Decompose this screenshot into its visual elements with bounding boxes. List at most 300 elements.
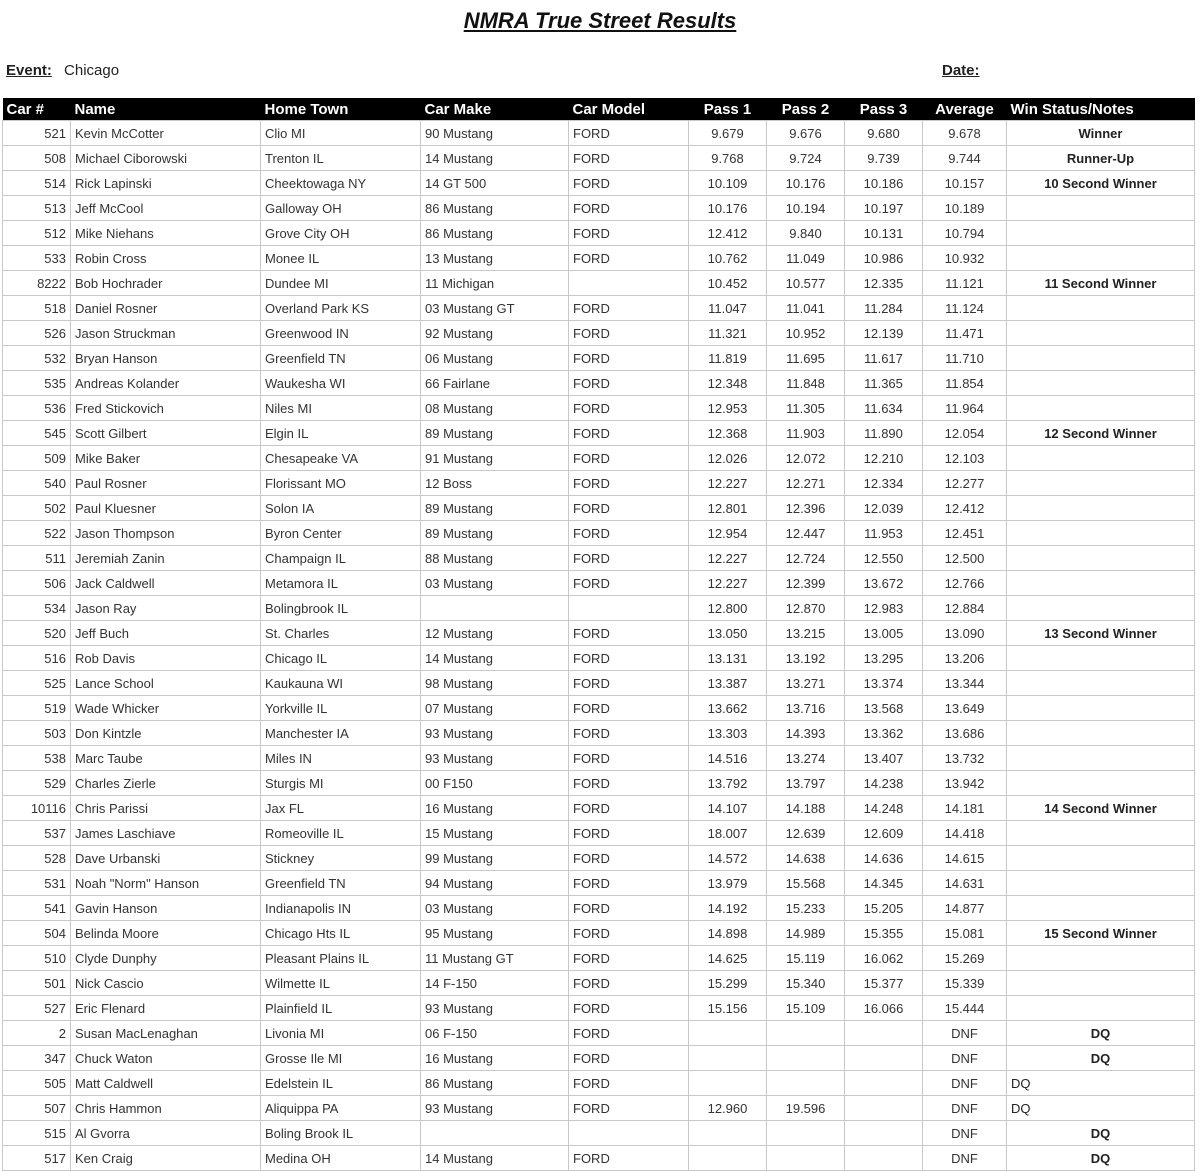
cell-pass-1: 13.792 [689, 771, 767, 796]
table-row [3, 546, 1195, 571]
cell-car-number: 518 [3, 296, 71, 321]
cell-driver-name: Kevin McCotter [71, 121, 261, 146]
cell-car-model: FORD [569, 946, 689, 971]
cell-driver-name: Mike Niehans [71, 221, 261, 246]
cell-car-model [569, 596, 689, 621]
cell-home-town: Solon IA [261, 496, 421, 521]
cell-pass-3: 13.005 [845, 621, 923, 646]
cell-home-town: Niles MI [261, 396, 421, 421]
cell-car-model: FORD [569, 796, 689, 821]
cell-average: 13.649 [923, 696, 1007, 721]
cell-car-make: 90 Mustang [421, 121, 569, 146]
cell-pass-2: 12.639 [767, 821, 845, 846]
table-row [3, 296, 1195, 321]
cell-pass-2: 15.119 [767, 946, 845, 971]
cell-pass-2 [767, 1121, 845, 1146]
table-row [3, 1121, 1195, 1146]
cell-car-number: 528 [3, 846, 71, 871]
cell-win-status: 12 Second Winner [1007, 421, 1195, 446]
cell-pass-1: 12.953 [689, 396, 767, 421]
cell-car-make: 93 Mustang [421, 746, 569, 771]
cell-car-make: 86 Mustang [421, 221, 569, 246]
cell-pass-2: 12.072 [767, 446, 845, 471]
cell-car-make: 95 Mustang [421, 921, 569, 946]
cell-car-model: FORD [569, 171, 689, 196]
cell-average: 15.081 [923, 921, 1007, 946]
cell-win-status [1007, 596, 1195, 621]
cell-driver-name: Nick Cascio [71, 971, 261, 996]
event-value: Chicago [64, 62, 120, 79]
cell-pass-3: 14.636 [845, 846, 923, 871]
cell-home-town: Medina OH [261, 1146, 421, 1171]
cell-driver-name: Dave Urbanski [71, 846, 261, 871]
cell-average: 15.339 [923, 971, 1007, 996]
cell-home-town: Sturgis MI [261, 771, 421, 796]
cell-pass-2: 11.903 [767, 421, 845, 446]
table-row [3, 1096, 1195, 1121]
cell-car-number: 522 [3, 521, 71, 546]
cell-car-model: FORD [569, 1071, 689, 1096]
cell-pass-3 [845, 1121, 923, 1146]
cell-home-town: Indianapolis IN [261, 896, 421, 921]
table-row [3, 521, 1195, 546]
cell-driver-name: Fred Stickovich [71, 396, 261, 421]
cell-win-status [1007, 346, 1195, 371]
cell-home-town: St. Charles [261, 621, 421, 646]
cell-average: 12.766 [923, 571, 1007, 596]
col-header-car-model: Car Model [569, 98, 689, 121]
cell-driver-name: Clyde Dunphy [71, 946, 261, 971]
cell-car-number: 540 [3, 471, 71, 496]
cell-pass-1 [689, 1146, 767, 1171]
cell-car-number: 532 [3, 346, 71, 371]
cell-car-make: 94 Mustang [421, 871, 569, 896]
cell-driver-name: Jeff Buch [71, 621, 261, 646]
header-row [3, 98, 1195, 121]
cell-driver-name: Matt Caldwell [71, 1071, 261, 1096]
cell-pass-3: 16.066 [845, 996, 923, 1021]
cell-car-make: 86 Mustang [421, 196, 569, 221]
cell-win-status [1007, 896, 1195, 921]
cell-car-number: 534 [3, 596, 71, 621]
cell-home-town: Monee IL [261, 246, 421, 271]
cell-car-make: 89 Mustang [421, 521, 569, 546]
cell-car-number: 510 [3, 946, 71, 971]
cell-average: 14.181 [923, 796, 1007, 821]
cell-pass-3: 12.139 [845, 321, 923, 346]
col-header-pass-2: Pass 2 [767, 98, 845, 121]
cell-driver-name: James Laschiave [71, 821, 261, 846]
cell-pass-1: 13.303 [689, 721, 767, 746]
cell-car-model: FORD [569, 321, 689, 346]
cell-driver-name: Jason Ray [71, 596, 261, 621]
cell-pass-1: 11.047 [689, 296, 767, 321]
cell-average: 9.744 [923, 146, 1007, 171]
cell-win-status [1007, 196, 1195, 221]
cell-home-town: Dundee MI [261, 271, 421, 296]
cell-home-town: Aliquippa PA [261, 1096, 421, 1121]
table-row [3, 971, 1195, 996]
cell-pass-1: 14.516 [689, 746, 767, 771]
cell-car-number: 511 [3, 546, 71, 571]
cell-win-status: DQ [1007, 1096, 1195, 1121]
cell-home-town: Jax FL [261, 796, 421, 821]
cell-car-number: 538 [3, 746, 71, 771]
cell-home-town: Chicago IL [261, 646, 421, 671]
cell-win-status [1007, 371, 1195, 396]
cell-average: 15.444 [923, 996, 1007, 1021]
cell-car-make: 12 Mustang [421, 621, 569, 646]
cell-pass-2: 13.274 [767, 746, 845, 771]
cell-car-number: 505 [3, 1071, 71, 1096]
cell-pass-3: 12.334 [845, 471, 923, 496]
cell-car-model: FORD [569, 696, 689, 721]
cell-driver-name: Noah "Norm" Hanson [71, 871, 261, 896]
cell-car-model: FORD [569, 1021, 689, 1046]
table-row [3, 246, 1195, 271]
col-header-car-number: Car # [3, 98, 71, 121]
cell-pass-2: 14.989 [767, 921, 845, 946]
cell-win-status: DQ [1007, 1021, 1195, 1046]
cell-pass-1: 14.107 [689, 796, 767, 821]
cell-home-town: Grosse Ile MI [261, 1046, 421, 1071]
cell-pass-2: 11.041 [767, 296, 845, 321]
cell-pass-2: 13.271 [767, 671, 845, 696]
page-title: NMRA True Street Results [463, 8, 737, 33]
cell-average: 11.964 [923, 396, 1007, 421]
cell-pass-2: 10.176 [767, 171, 845, 196]
cell-pass-3: 14.248 [845, 796, 923, 821]
col-header-car-make: Car Make [421, 98, 569, 121]
table-row [3, 321, 1195, 346]
cell-car-model: FORD [569, 471, 689, 496]
cell-average: 12.103 [923, 446, 1007, 471]
cell-car-number: 541 [3, 896, 71, 921]
cell-home-town: Clio MI [261, 121, 421, 146]
cell-car-model: FORD [569, 521, 689, 546]
date-field [942, 62, 988, 79]
cell-pass-1: 10.176 [689, 196, 767, 221]
cell-pass-1: 10.762 [689, 246, 767, 271]
cell-car-make: 14 GT 500 [421, 171, 569, 196]
cell-pass-1: 15.156 [689, 996, 767, 1021]
cell-car-make: 06 Mustang [421, 346, 569, 371]
cell-car-make: 06 F-150 [421, 1021, 569, 1046]
cell-driver-name: Al Gvorra [71, 1121, 261, 1146]
cell-car-number: 10116 [3, 796, 71, 821]
cell-pass-1: 11.321 [689, 321, 767, 346]
cell-average: 11.710 [923, 346, 1007, 371]
cell-pass-1: 14.898 [689, 921, 767, 946]
cell-pass-1: 12.026 [689, 446, 767, 471]
cell-car-make: 14 Mustang [421, 646, 569, 671]
cell-driver-name: Jason Thompson [71, 521, 261, 546]
cell-car-number: 503 [3, 721, 71, 746]
cell-pass-2: 19.596 [767, 1096, 845, 1121]
cell-car-number: 347 [3, 1046, 71, 1071]
cell-car-make: 93 Mustang [421, 721, 569, 746]
cell-pass-1: 12.412 [689, 221, 767, 246]
cell-average: 10.189 [923, 196, 1007, 221]
cell-average: 10.157 [923, 171, 1007, 196]
cell-home-town: Chicago Hts IL [261, 921, 421, 946]
cell-car-make: 03 Mustang [421, 896, 569, 921]
table-row [3, 196, 1195, 221]
cell-win-status [1007, 521, 1195, 546]
cell-pass-2: 15.568 [767, 871, 845, 896]
cell-pass-2: 11.049 [767, 246, 845, 271]
cell-car-model: FORD [569, 971, 689, 996]
cell-pass-1: 14.572 [689, 846, 767, 871]
cell-driver-name: Marc Taube [71, 746, 261, 771]
cell-average: 13.344 [923, 671, 1007, 696]
cell-win-status [1007, 396, 1195, 421]
cell-pass-3: 9.739 [845, 146, 923, 171]
cell-pass-2: 12.870 [767, 596, 845, 621]
cell-driver-name: Charles Zierle [71, 771, 261, 796]
cell-car-make: 11 Michigan [421, 271, 569, 296]
cell-pass-2: 11.848 [767, 371, 845, 396]
cell-win-status: 15 Second Winner [1007, 921, 1195, 946]
cell-car-make: 88 Mustang [421, 546, 569, 571]
cell-pass-1 [689, 1021, 767, 1046]
col-header-name: Name [71, 98, 261, 121]
cell-car-model: FORD [569, 771, 689, 796]
cell-average: 12.277 [923, 471, 1007, 496]
cell-car-model: FORD [569, 921, 689, 946]
cell-home-town: Florissant MO [261, 471, 421, 496]
cell-pass-3: 14.238 [845, 771, 923, 796]
cell-car-make: 11 Mustang GT [421, 946, 569, 971]
cell-car-model: FORD [569, 196, 689, 221]
cell-pass-2: 15.340 [767, 971, 845, 996]
cell-car-number: 512 [3, 221, 71, 246]
cell-win-status [1007, 871, 1195, 896]
cell-car-model: FORD [569, 371, 689, 396]
cell-pass-3: 11.365 [845, 371, 923, 396]
cell-win-status [1007, 721, 1195, 746]
cell-car-make: 92 Mustang [421, 321, 569, 346]
cell-pass-3: 11.634 [845, 396, 923, 421]
cell-pass-1: 11.819 [689, 346, 767, 371]
cell-car-make: 93 Mustang [421, 1096, 569, 1121]
cell-average: 13.686 [923, 721, 1007, 746]
cell-pass-2: 12.399 [767, 571, 845, 596]
table-row [3, 946, 1195, 971]
cell-win-status: 10 Second Winner [1007, 171, 1195, 196]
cell-driver-name: Jeremiah Zanin [71, 546, 261, 571]
table-row [3, 1146, 1195, 1171]
cell-car-make: 93 Mustang [421, 996, 569, 1021]
cell-pass-1: 12.348 [689, 371, 767, 396]
cell-pass-2: 11.695 [767, 346, 845, 371]
cell-car-model: FORD [569, 1096, 689, 1121]
cell-pass-2: 10.577 [767, 271, 845, 296]
table-row [3, 121, 1195, 146]
table-row [3, 871, 1195, 896]
cell-pass-3: 12.550 [845, 546, 923, 571]
cell-driver-name: Jeff McCool [71, 196, 261, 221]
cell-home-town: Waukesha WI [261, 371, 421, 396]
cell-win-status [1007, 771, 1195, 796]
cell-win-status: 14 Second Winner [1007, 796, 1195, 821]
cell-win-status [1007, 321, 1195, 346]
cell-home-town: Romeoville IL [261, 821, 421, 846]
cell-average: DNF [923, 1096, 1007, 1121]
cell-pass-1: 12.954 [689, 521, 767, 546]
cell-driver-name: Belinda Moore [71, 921, 261, 946]
cell-win-status [1007, 296, 1195, 321]
cell-car-number: 513 [3, 196, 71, 221]
cell-car-number: 514 [3, 171, 71, 196]
cell-pass-2: 15.233 [767, 896, 845, 921]
cell-win-status [1007, 446, 1195, 471]
cell-driver-name: Andreas Kolander [71, 371, 261, 396]
cell-home-town: Galloway OH [261, 196, 421, 221]
cell-win-status: 13 Second Winner [1007, 621, 1195, 646]
cell-car-make: 89 Mustang [421, 421, 569, 446]
cell-pass-1 [689, 1071, 767, 1096]
cell-home-town: Bolingbrook IL [261, 596, 421, 621]
cell-home-town: Livonia MI [261, 1021, 421, 1046]
cell-average: 12.884 [923, 596, 1007, 621]
cell-driver-name: Bob Hochrader [71, 271, 261, 296]
cell-average: 14.631 [923, 871, 1007, 896]
cell-car-model: FORD [569, 396, 689, 421]
cell-pass-3: 14.345 [845, 871, 923, 896]
cell-pass-1: 18.007 [689, 821, 767, 846]
cell-car-model: FORD [569, 146, 689, 171]
table-row [3, 596, 1195, 621]
cell-pass-3: 12.039 [845, 496, 923, 521]
cell-home-town: Greenfield TN [261, 346, 421, 371]
cell-driver-name: Paul Rosner [71, 471, 261, 496]
cell-car-model: FORD [569, 446, 689, 471]
table-row [3, 396, 1195, 421]
cell-car-model: FORD [569, 496, 689, 521]
cell-average: 12.412 [923, 496, 1007, 521]
cell-pass-2: 12.724 [767, 546, 845, 571]
cell-pass-3: 15.205 [845, 896, 923, 921]
cell-driver-name: Wade Whicker [71, 696, 261, 721]
cell-driver-name: Eric Flenard [71, 996, 261, 1021]
cell-pass-2: 10.194 [767, 196, 845, 221]
cell-average: 13.206 [923, 646, 1007, 671]
cell-pass-2 [767, 1046, 845, 1071]
cell-driver-name: Ken Craig [71, 1146, 261, 1171]
cell-pass-3: 13.672 [845, 571, 923, 596]
table-row [3, 171, 1195, 196]
cell-pass-1 [689, 1046, 767, 1071]
table-row [3, 746, 1195, 771]
cell-car-number: 515 [3, 1121, 71, 1146]
cell-win-status [1007, 971, 1195, 996]
cell-car-number: 527 [3, 996, 71, 1021]
cell-driver-name: Gavin Hanson [71, 896, 261, 921]
cell-home-town: Wilmette IL [261, 971, 421, 996]
cell-car-model: FORD [569, 721, 689, 746]
cell-home-town: Stickney [261, 846, 421, 871]
cell-home-town: Greenfield TN [261, 871, 421, 896]
cell-average: 14.877 [923, 896, 1007, 921]
cell-car-make: 12 Boss [421, 471, 569, 496]
cell-win-status [1007, 846, 1195, 871]
cell-average: 11.471 [923, 321, 1007, 346]
cell-home-town: Pleasant Plains IL [261, 946, 421, 971]
cell-car-number: 508 [3, 146, 71, 171]
cell-pass-1: 10.452 [689, 271, 767, 296]
cell-home-town: Trenton IL [261, 146, 421, 171]
cell-average: 10.794 [923, 221, 1007, 246]
cell-pass-2: 13.215 [767, 621, 845, 646]
cell-pass-2 [767, 1146, 845, 1171]
cell-pass-2 [767, 1021, 845, 1046]
cell-driver-name: Mike Baker [71, 446, 261, 471]
cell-pass-1: 13.979 [689, 871, 767, 896]
cell-car-number: 8222 [3, 271, 71, 296]
table-row [3, 1046, 1195, 1071]
cell-pass-1: 13.387 [689, 671, 767, 696]
cell-pass-2: 9.676 [767, 121, 845, 146]
cell-average: 11.124 [923, 296, 1007, 321]
cell-car-make: 14 Mustang [421, 1146, 569, 1171]
cell-average: 11.121 [923, 271, 1007, 296]
cell-average: DNF [923, 1146, 1007, 1171]
cell-pass-1: 10.109 [689, 171, 767, 196]
cell-pass-3: 9.680 [845, 121, 923, 146]
cell-pass-3: 13.362 [845, 721, 923, 746]
cell-average: 14.615 [923, 846, 1007, 871]
cell-pass-2 [767, 1071, 845, 1096]
table-row [3, 571, 1195, 596]
cell-pass-1 [689, 1121, 767, 1146]
table-row [3, 146, 1195, 171]
cell-win-status: 11 Second Winner [1007, 271, 1195, 296]
cell-pass-2: 12.447 [767, 521, 845, 546]
cell-home-town: Yorkville IL [261, 696, 421, 721]
cell-car-make: 08 Mustang [421, 396, 569, 421]
cell-pass-3 [845, 1046, 923, 1071]
cell-driver-name: Daniel Rosner [71, 296, 261, 321]
cell-average: DNF [923, 1071, 1007, 1096]
cell-average: 9.678 [923, 121, 1007, 146]
table-row [3, 221, 1195, 246]
table-row [3, 996, 1195, 1021]
cell-car-make: 15 Mustang [421, 821, 569, 846]
table-row [3, 1021, 1195, 1046]
cell-car-number: 516 [3, 646, 71, 671]
cell-home-town: Grove City OH [261, 221, 421, 246]
cell-average: DNF [923, 1046, 1007, 1071]
cell-driver-name: Michael Ciborowski [71, 146, 261, 171]
cell-pass-1: 15.299 [689, 971, 767, 996]
cell-home-town: Metamora IL [261, 571, 421, 596]
cell-car-model: FORD [569, 746, 689, 771]
cell-car-model: FORD [569, 1146, 689, 1171]
cell-pass-1: 12.227 [689, 571, 767, 596]
cell-pass-2: 13.797 [767, 771, 845, 796]
cell-home-town: Overland Park KS [261, 296, 421, 321]
cell-car-number: 526 [3, 321, 71, 346]
cell-home-town: Champaign IL [261, 546, 421, 571]
table-row [3, 496, 1195, 521]
cell-home-town: Manchester IA [261, 721, 421, 746]
cell-car-number: 529 [3, 771, 71, 796]
cell-average: 15.269 [923, 946, 1007, 971]
cell-pass-1: 13.131 [689, 646, 767, 671]
cell-home-town: Kaukauna WI [261, 671, 421, 696]
cell-pass-3: 15.355 [845, 921, 923, 946]
